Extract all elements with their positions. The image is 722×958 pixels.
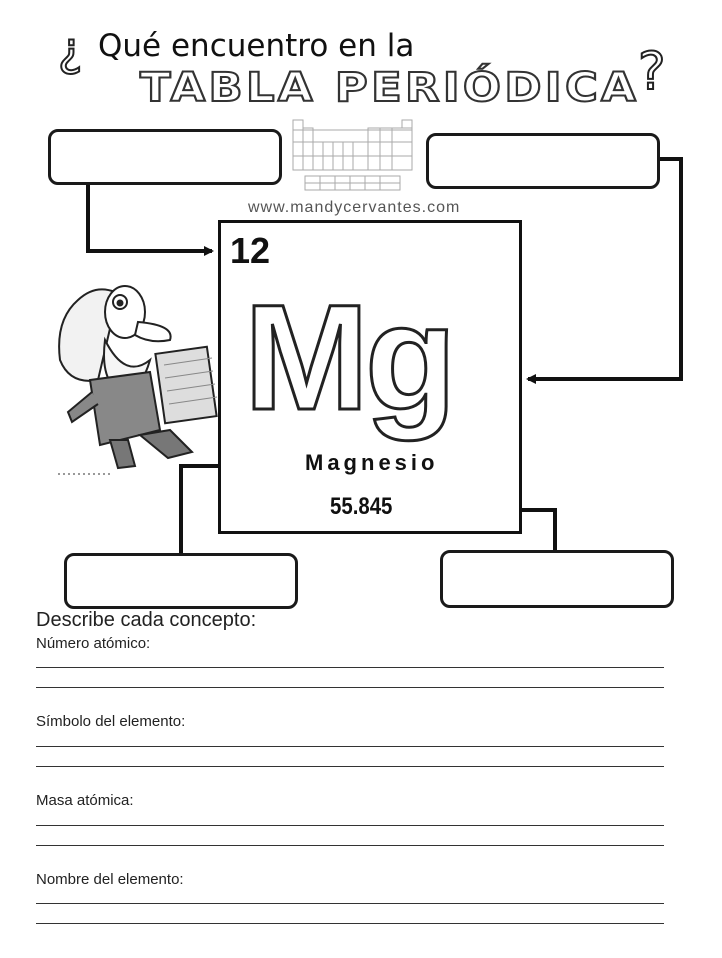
answer-line[interactable] (36, 746, 664, 747)
answer-box-top-left[interactable] (48, 129, 282, 185)
answer-line[interactable] (36, 903, 664, 904)
answer-line[interactable] (36, 687, 664, 688)
answer-box-top-right[interactable] (426, 133, 660, 189)
prompt-atomic-number: Número atómico: (36, 635, 151, 652)
prompt-element-symbol: Símbolo del elemento: (36, 713, 186, 730)
atomic-mass: 55.845 (330, 493, 393, 520)
periodic-table-icon (293, 120, 412, 190)
answer-box-bottom-left[interactable] (64, 553, 298, 609)
atomic-number: 12 (230, 230, 271, 271)
prompt-element-name: Nombre del elemento: (36, 871, 184, 888)
arrow-symbol (528, 159, 681, 379)
title-line-2: TABLA PERIÓDICA (140, 65, 640, 111)
answer-line[interactable] (36, 845, 664, 846)
answer-line[interactable] (36, 766, 664, 767)
answer-line[interactable] (36, 667, 664, 668)
answer-line[interactable] (36, 923, 664, 924)
answer-box-bottom-right[interactable] (440, 550, 674, 608)
element-symbol: Mg (244, 273, 453, 441)
worksheet-heading: Describe cada concepto: (36, 609, 257, 631)
arrow-atomic-number (88, 181, 212, 251)
answer-line[interactable] (36, 825, 664, 826)
title-open-question-mark: ¿ (58, 22, 83, 76)
scientist-illustration (58, 286, 217, 474)
title-line-1: Qué encuentro en la (98, 28, 415, 64)
title-close-question-mark: ? (638, 42, 666, 102)
element-name: Magnesio (305, 450, 439, 475)
prompt-atomic-mass: Masa atómica: (36, 792, 134, 809)
website-url: www.mandycervantes.com (248, 199, 461, 216)
